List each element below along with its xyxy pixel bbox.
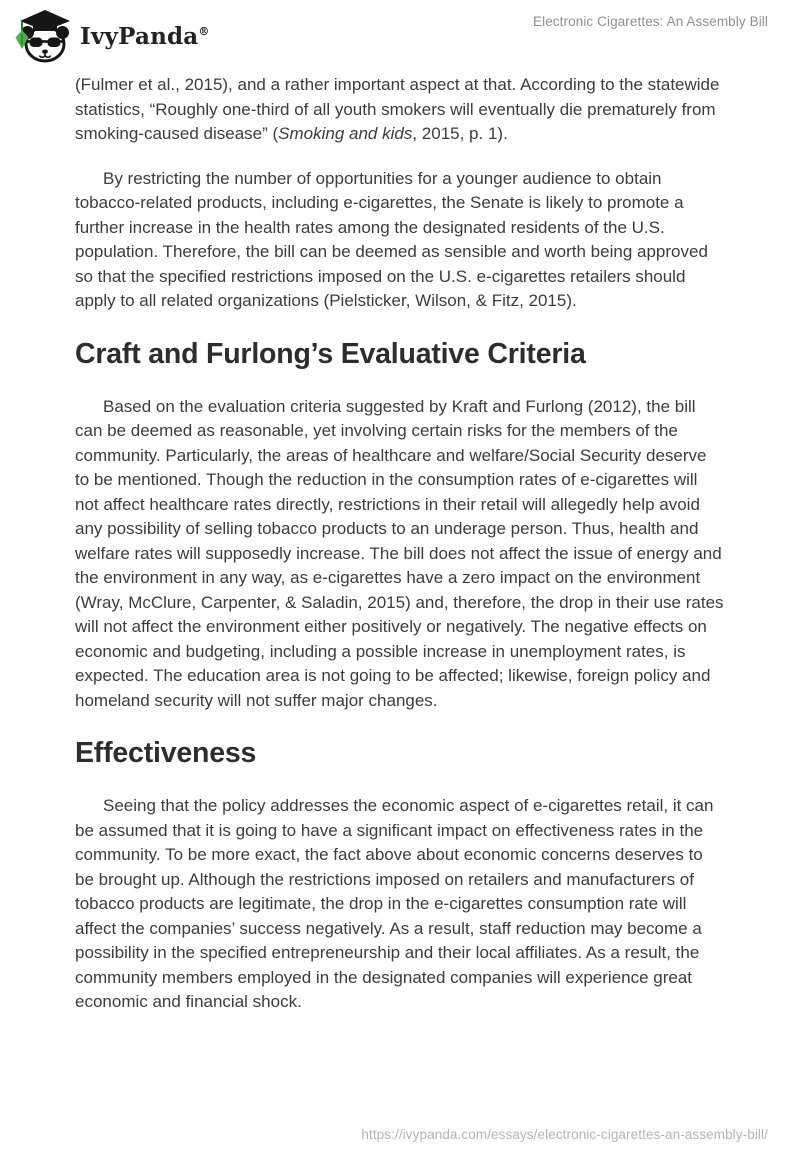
source-url: https://ivypanda.com/essays/electronic-cigarettes-an-assembly-bill/ <box>361 1127 768 1142</box>
panda-graduation-cap-icon <box>14 8 70 64</box>
page-header <box>0 0 800 64</box>
brand-name: IvyPanda <box>80 22 199 50</box>
essay-content <box>0 64 800 1015</box>
section-heading-criteria: Craft and Furlong’s Evaluative Criteria <box>75 337 586 370</box>
ivypanda-logo <box>14 8 210 64</box>
paragraph-fulmer <box>75 73 725 147</box>
paragraph-restricting: By restricting the number of opportunities for a younger audience to obtain tobacco-related products, including e-cigarettes, the Senate is likely to promote a further increase in the health rates among the designated residents of the U.S. population. Therefore, the bill can be deemed as sensible and worth being approved so that the specified restrictions imposed on the U.S. e-cigarettes retailers should apply to all related organizations (Pielsticker, Wilson, & Fitz, 2015). <box>75 168 708 310</box>
italic-source-title: Smoking and kids <box>278 124 413 143</box>
paragraph-text: , 2015, p. 1). <box>412 124 508 143</box>
paragraph-text: (Fulmer et al., 2015), and a rather important aspect at that. According to the statewide statistics, “Roughly one-third of all youth smokers will eventually die prematurely from smoking-caused disease” ( <box>75 75 720 143</box>
paragraph-effectiveness: Seeing that the policy addresses the economic aspect of e-cigarettes retail, it can be assumed that it is going to have a significant impact on effectiveness rates in the community. To be more exact, the fact above about economic concerns deserves to be brought up. Although the restrictions imposed on retailers and manufacturers of tobacco products are legitimate, the drop in the e-cigarettes consumption rate will affect the companies’ success negatively. As a result, staff reduction may become a possibility in the specified entrepreneurship and their local affiliates. As a result, the community members employed in the designated companies will experience great economic and financial shock. <box>75 796 714 1011</box>
document-title: Electronic Cigarettes: An Assembly Bill <box>533 14 768 29</box>
section-heading-effectiveness: Effectiveness <box>75 737 257 769</box>
brand-wordmark <box>80 23 210 50</box>
paragraph-evaluation-criteria: Based on the evaluation criteria suggested by Kraft and Furlong (2012), the bill can be deemed as reasonable, yet involving certain risks for the members of the community. Particularly, the areas of healthcare and welfare/Social Security deserve to be mentioned. Though the reduction in the consumption rates of e-cigarettes will not affect healthcare rates directly, restrictions in their retail will allegedly help avoid any possibility of selling tobacco products to an underage person. Thus, health and welfare rates will supposedly increase. The bill does not affect the issue of energy and the environment in any way, as e-cigarettes have a zero impact on the environment (Wray, McClure, Carpenter, & Saladin, 2015) and, therefore, the drop in their use rates will not affect the environment either positively or negatively. The negative effects on economic and budgeting, including a possible increase in unemployment rates, is expected. The education area is not going to be affected; likewise, foreign policy and homeland security will not suffer major changes. <box>75 396 724 710</box>
registered-trademark-symbol: ® <box>198 24 210 38</box>
